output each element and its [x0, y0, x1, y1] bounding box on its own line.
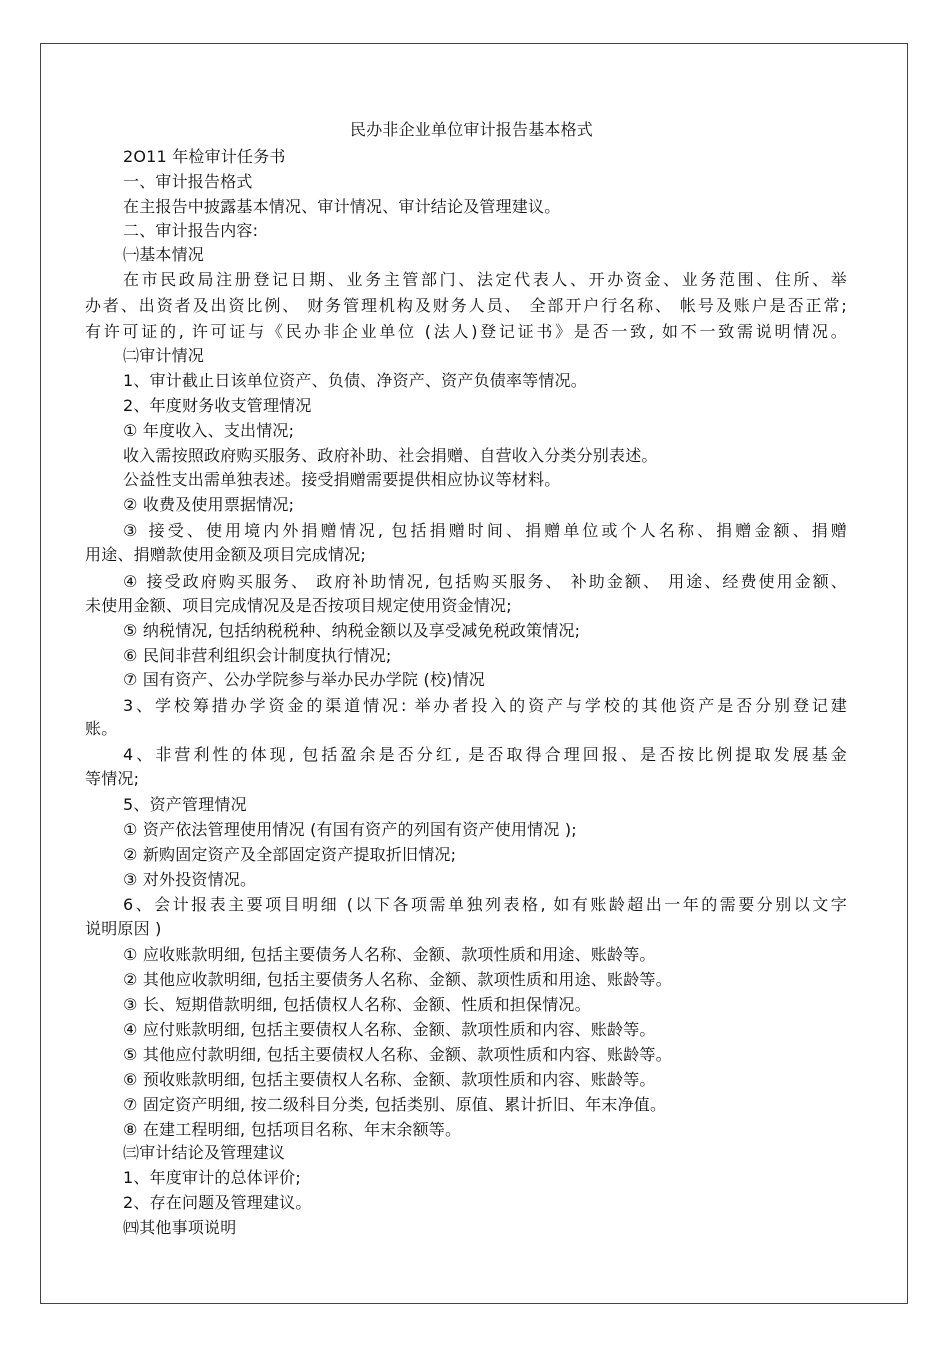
list-item: ③ 对外投资情况。 [123, 870, 257, 889]
list-item: 5、资产管理情况 [123, 795, 247, 814]
list-item: ⑦ 固定资产明细, 按二级科目分类, 包括类别、原值、累计折旧、年末净值。 [123, 1095, 667, 1114]
list-item: ⑧ 在建工程明细, 包括项目名称、年末余额等。 [123, 1120, 462, 1139]
task-heading: 2O11 年检审计任务书 [123, 147, 286, 166]
list-item: ⑤ 其他应付款明细, 包括主要债权人名称、金额、款项性质和内容、账龄等。 [123, 1045, 672, 1064]
section-heading: 二、审计报告内容: [123, 221, 259, 240]
list-item: 1、年度审计的总体评价; [123, 1168, 301, 1187]
paragraph-line: 说明原因 ) [85, 919, 162, 938]
list-item: 3、学校筹措办学资金的渠道情况: 举办者投入的资产与学校的其他资产是否分别登记建 [123, 696, 847, 715]
list-item: ① 资产依法管理使用情况 (有国有资产的列国有资产使用情况 ); [123, 820, 577, 839]
paragraph-line: 办者、出资者及出资比例、 财务管理机构及财务人员、 全部开户行名称、 帐号及账户是否正常; [85, 296, 847, 315]
paragraph-line: 账。 [85, 719, 118, 738]
list-item: ④ 接受政府购买服务、 政府补助情况, 包括购买服务、 补助金额、 用途、经费使用金额、 [123, 572, 847, 591]
subsection-heading: ㈢审计结论及管理建议 [123, 1143, 286, 1162]
paragraph-line: 在市民政局注册登记日期、业务主管部门、法定代表人、开办资金、业务范围、住所、举 [123, 270, 847, 289]
list-item: ③ 长、短期借款明细, 包括债权人名称、金额、性质和担保情况。 [123, 995, 591, 1014]
paragraph-line: 在主报告中披露基本情况、审计情况、审计结论及管理建议。 [123, 197, 561, 216]
list-item: ④ 应付账款明细, 包括主要债权人名称、金额、款项性质和内容、账龄等。 [123, 1020, 656, 1039]
document-title: 民办非企业单位审计报告基本格式 [350, 120, 594, 139]
subsection-heading: ㈡审计情况 [123, 346, 205, 365]
list-item: ⑦ 国有资产、公办学院参与举办民办学院 (校)情况 [123, 670, 486, 689]
list-item: ⑥ 民间非营利组织会计制度执行情况; [123, 646, 392, 665]
section-heading: 一、审计报告格式 [123, 172, 253, 191]
paragraph-line: 收入需按照政府购买服务、政府补助、社会捐赠、自营收入分类分别表述。 [123, 446, 658, 465]
list-item: ① 应收账款明细, 包括主要债务人名称、金额、款项性质和用途、账龄等。 [123, 945, 656, 964]
list-item: ① 年度收入、支出情况; [123, 421, 295, 440]
list-item: ② 其他应收款明细, 包括主要债务人名称、金额、款项性质和用途、账龄等。 [123, 970, 672, 989]
paragraph-line: 未使用金额、项目完成情况及是否按项目规定使用资金情况; [85, 596, 512, 615]
list-item: ⑥ 预收账款明细, 包括主要债权人名称、金额、款项性质和内容、账龄等。 [123, 1070, 656, 1089]
subsection-heading: ㈣其他事项说明 [123, 1218, 237, 1237]
paragraph-line: 用途、捐赠款使用金额及项目完成情况; [85, 545, 366, 564]
list-item: 2、年度财务收支管理情况 [123, 396, 312, 415]
paragraph-line: 等情况; [85, 769, 140, 788]
list-item: 1、审计截止日该单位资产、负债、净资产、资产负债率等情况。 [123, 371, 587, 390]
list-item: 4、非营利性的体现, 包括盈余是否分红, 是否取得合理回报、是否按比例提取发展基金 [123, 745, 847, 764]
list-item: 6、会计报表主要项目明细 (以下各项需单独列表格, 如有账龄超出一年的需要分别以文字 [123, 895, 847, 914]
paragraph-line: 公益性支出需单独表述。接受捐赠需要提供相应协议等材料。 [123, 470, 561, 489]
list-item: ② 新购固定资产及全部固定资产提取折旧情况; [123, 845, 457, 864]
list-item: ② 收费及使用票据情况; [123, 495, 295, 514]
list-item: ③ 接受、使用境内外捐赠情况, 包括捐赠时间、捐赠单位或个人名称、捐赠金额、捐赠 [123, 521, 847, 540]
list-item: ⑤ 纳税情况, 包括纳税税种、纳税金额以及享受减免税政策情况; [123, 621, 581, 640]
paragraph-line: 有许可证的, 许可证与《民办非企业单位 (法人)登记证书》是否一致, 如不一致需说明情况。 [85, 322, 847, 341]
list-item: 2、存在问题及管理建议。 [123, 1193, 312, 1212]
subsection-heading: ㈠基本情况 [123, 245, 205, 264]
